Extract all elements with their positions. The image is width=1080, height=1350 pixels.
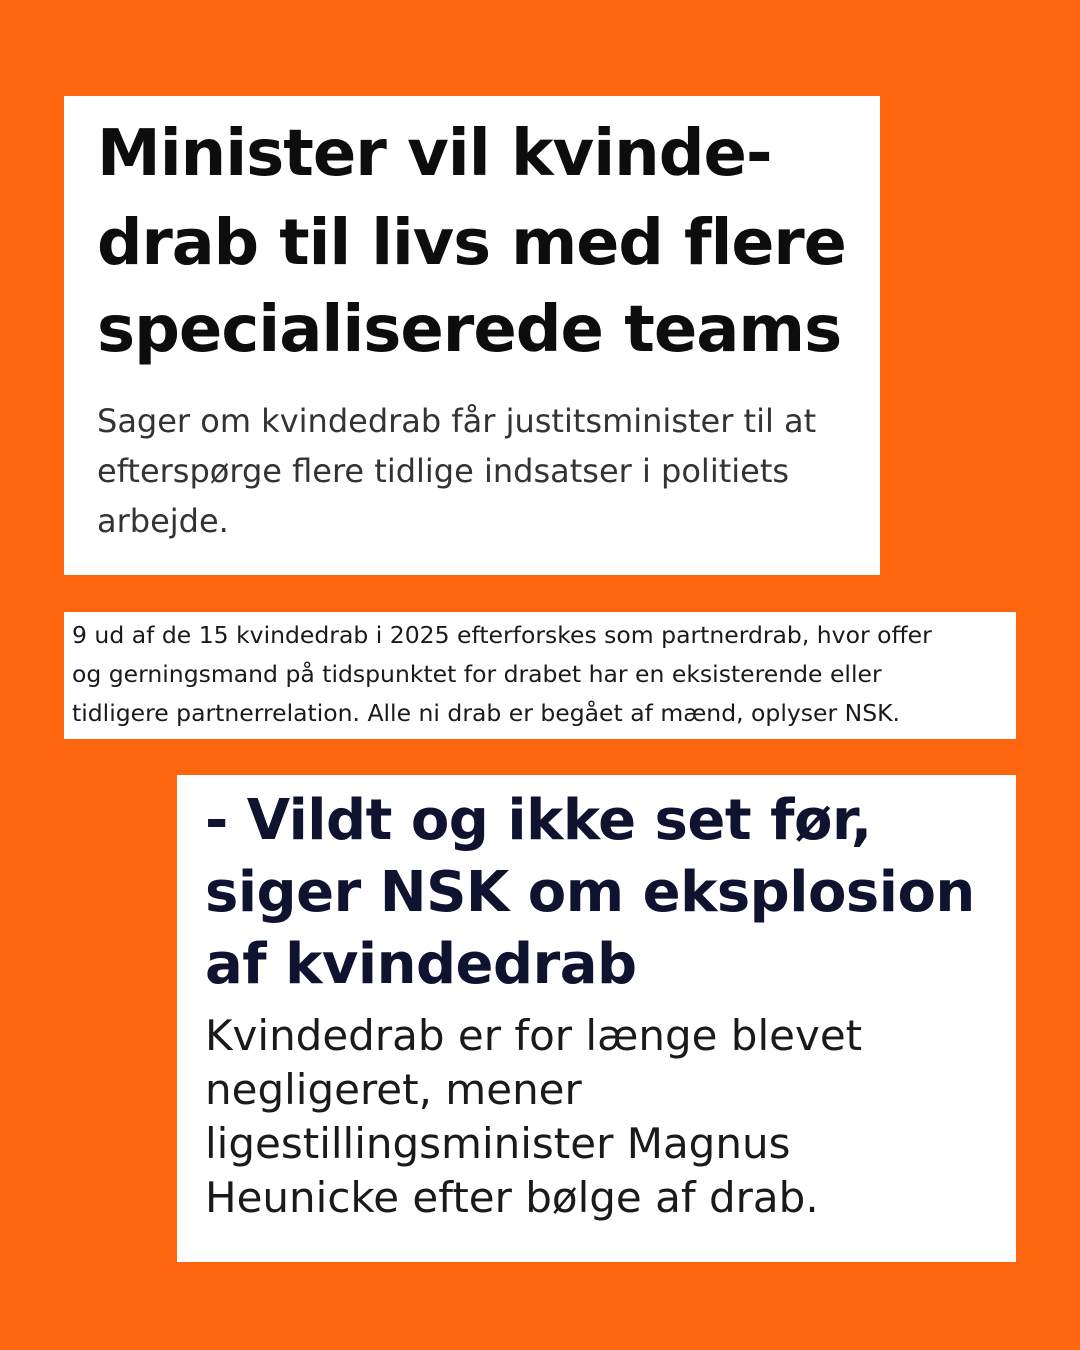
lead-line: Heunicke efter bølge af drab. [205, 1173, 819, 1222]
headline-line: drab til livs med flere [97, 205, 846, 279]
lead-line: ligestillingsminister Magnus [205, 1119, 791, 1168]
article-headline [205, 785, 996, 1001]
headline-line: af kvindedrab [205, 932, 637, 997]
excerpt-text [72, 616, 1008, 733]
article-card-minister [64, 96, 880, 575]
lead-line: negligeret, mener [205, 1065, 582, 1114]
excerpt-line: 9 ud af de 15 kvindedrab i 2025 efterforskes som partnerdrab, hvor offer [72, 621, 932, 649]
headline-line: - Vildt og ikke set før, [205, 788, 872, 853]
article-excerpt-partner-killings [64, 612, 1016, 739]
excerpt-line: og gerningsmand på tidspunktet for drabet har en eksisterende eller [72, 660, 882, 688]
article-card-nsk [177, 775, 1016, 1262]
lead-line: Sager om kvindedrab får justitsminister til at [97, 402, 817, 440]
article-headline [97, 110, 850, 374]
article-lead [97, 396, 850, 546]
lead-line: Kvindedrab er for længe blevet [205, 1011, 863, 1060]
article-lead [205, 1009, 996, 1225]
headline-line: siger NSK om eksplosion [205, 860, 975, 925]
headline-line: specialiserede teams [97, 293, 842, 367]
lead-line: arbejde. [97, 502, 229, 540]
excerpt-line: tidligere partnerrelation. Alle ni drab er begået af mænd, oplyser NSK. [72, 699, 900, 727]
lead-line: efterspørge flere tidlige indsatser i politiets [97, 452, 790, 490]
headline-line: Minister vil kvinde- [97, 117, 772, 191]
